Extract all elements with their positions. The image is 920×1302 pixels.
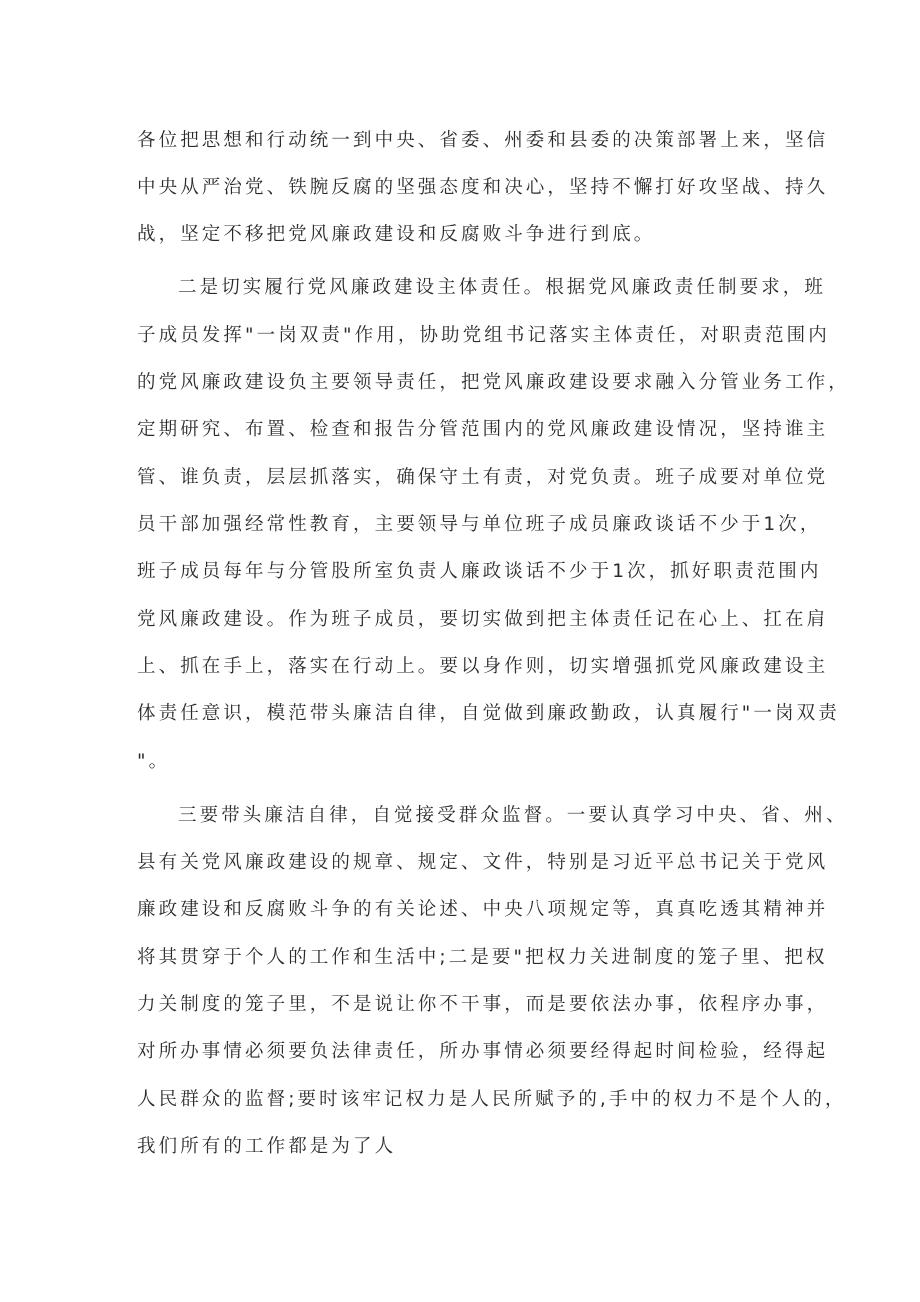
paragraph-2-line: 上、抓在手上，落实在行动上。要以身作则，切实增强抓党风廉政建设主	[137, 656, 829, 677]
paragraph-2-line: 子成员发挥"一岗双责"作用，协助党组书记落实主体责任，对职责范围内	[137, 325, 830, 346]
paragraph-3-line: 人民群众的监督;要时该牢记权力是人民所赋予的,手中的权力不是个人的，	[137, 1089, 847, 1110]
paragraph-2-line: 管、谁负责，层层抓落实，确保守土有责，对党负责。班子成要对单位党	[137, 467, 829, 488]
paragraph-2-line: 员干部加强经常性教育，主要领导与单位班子成员廉政谈话不少于1次，	[137, 514, 822, 535]
paragraph-2-line: 党风廉政建设。作为班子成员，要切实做到把主体责任记在心上、扛在肩	[137, 609, 829, 630]
paragraph-1-line: 战，坚定不移把党风廉政建设和反腐败斗争进行到底。	[137, 224, 656, 245]
paragraph-3-line: 力关制度的笼子里，不是说让你不干事，而是要依法办事，依程序办事，	[137, 994, 829, 1015]
paragraph-2-line: 二是切实履行党风廉政建设主体责任。根据党风廉政责任制要求，班	[178, 277, 827, 298]
paragraph-2-line: "。	[137, 751, 171, 772]
paragraph-2-line: 定期研究、布置、检查和报告分管范围内的党风廉政建设情况，坚持谁主	[137, 419, 829, 440]
paragraph-1-line: 各位把思想和行动统一到中央、省委、州委和县委的决策部署上来，坚信	[137, 130, 829, 151]
paragraph-3-line: 我们所有的工作都是为了人	[137, 1136, 397, 1157]
paragraph-3-line: 廉政建设和反腐败斗争的有关论述、中央八项规定等，真真吃透其精神并	[137, 899, 829, 920]
paragraph-2-line: 体责任意识，模范带头廉洁自律，自觉做到廉政勤政，认真履行"一岗双责	[137, 703, 840, 724]
paragraph-3-line: 县有关党风廉政建设的规章、规定、文件，特别是习近平总书记关于党风	[137, 852, 829, 873]
paragraph-2-line: 的党风廉政建设负主要领导责任，把党风廉政建设要求融入分管业务工作，	[137, 372, 850, 393]
paragraph-1-line: 中央从严治党、铁腕反腐的坚强态度和决心，坚持不懈打好攻坚战、持久	[137, 177, 829, 198]
paragraph-3-line: 对所办事情必须要负法律责任，所办事情必须要经得起时间检验，经得起	[137, 1041, 829, 1062]
paragraph-3-line: 三要带头廉洁自律，自觉接受群众监督。一要认真学习中央、省、州、	[178, 805, 848, 826]
paragraph-3-line: 将其贯穿于个人的工作和生活中;二是要"把权力关进制度的笼子里、把权	[137, 947, 828, 968]
paragraph-2-line: 班子成员每年与分管股所室负责人廉政谈话不少于1次，抓好职责范围内	[137, 561, 822, 582]
